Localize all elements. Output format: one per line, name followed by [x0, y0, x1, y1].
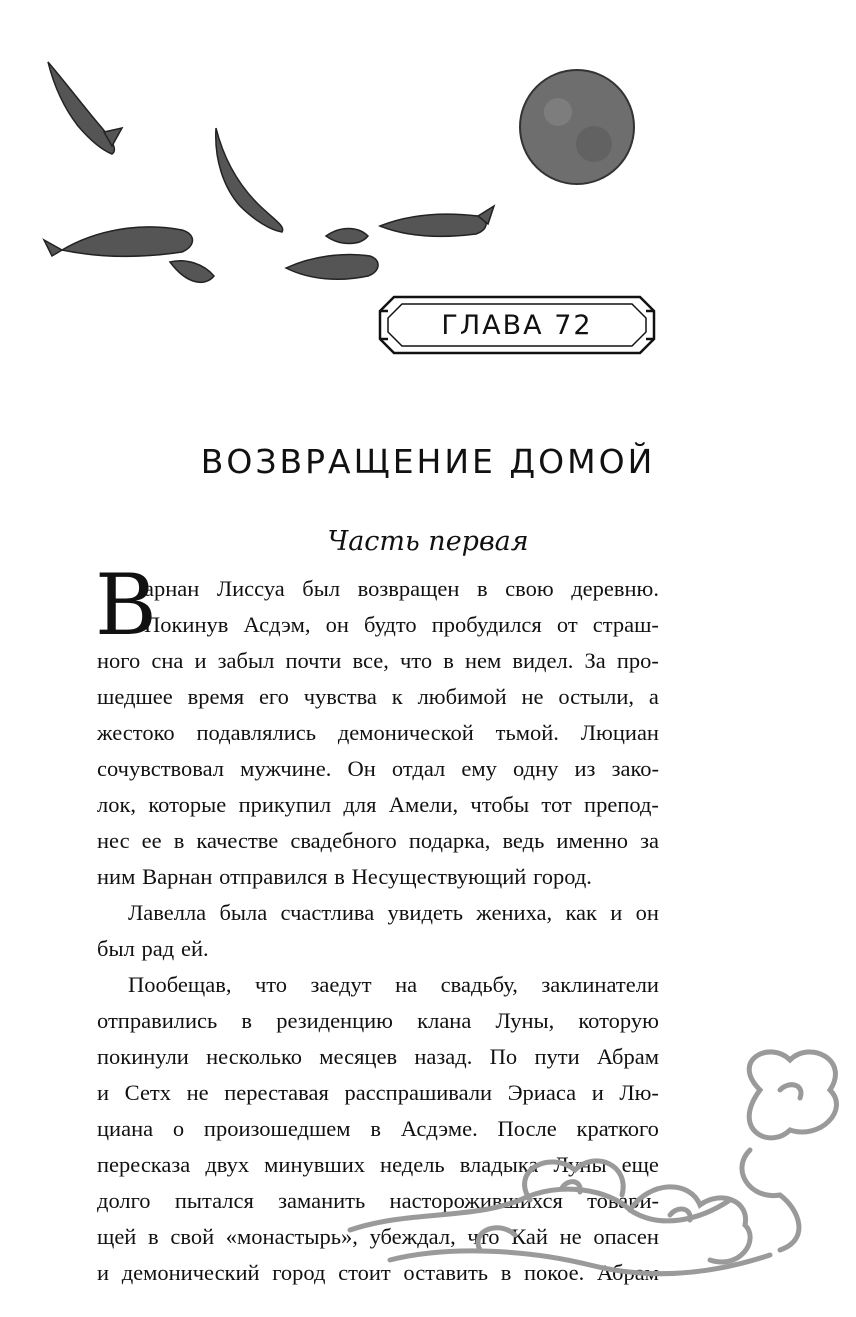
- word: заедут: [310, 972, 372, 997]
- word: зако-: [611, 756, 659, 781]
- word: арнан: [144, 576, 200, 601]
- word: опасен: [593, 1224, 659, 1249]
- word: в: [173, 828, 185, 853]
- word: ведь: [502, 828, 545, 853]
- text-line: [97, 895, 659, 931]
- word: он: [325, 612, 349, 637]
- word: оставить: [403, 1260, 489, 1285]
- word: в: [334, 864, 345, 889]
- word: остыли,: [558, 684, 635, 709]
- word: чувства: [303, 684, 377, 709]
- word: что: [254, 972, 288, 997]
- word: про-: [616, 648, 659, 673]
- word: отдал: [391, 756, 446, 781]
- word: и: [591, 1080, 604, 1105]
- word: был: [302, 576, 341, 601]
- word: для: [343, 792, 377, 817]
- text-line: [97, 787, 659, 823]
- word: на: [395, 972, 418, 997]
- word: как: [565, 900, 597, 925]
- word: в: [500, 1260, 512, 1285]
- word: товари-: [587, 1188, 659, 1213]
- word: нес: [97, 828, 130, 853]
- word: Лиссуа: [216, 576, 285, 601]
- word: расспрашивали: [344, 1080, 493, 1105]
- word: нем: [464, 648, 502, 673]
- word: прикупил: [238, 792, 332, 817]
- text-line: [97, 607, 659, 643]
- text-line: [97, 643, 659, 679]
- word: щей: [97, 1224, 137, 1249]
- word: Лавелла: [128, 900, 207, 925]
- word: именно: [556, 828, 629, 853]
- word: его: [258, 684, 289, 709]
- word: рад: [141, 936, 175, 961]
- word: что: [467, 1224, 500, 1249]
- word: свой: [170, 1224, 215, 1249]
- word: возвращен: [357, 576, 460, 601]
- word: ему: [461, 756, 497, 781]
- word: что: [399, 648, 433, 673]
- word: подарка,: [408, 828, 491, 853]
- word: и: [194, 648, 207, 673]
- text-line: [97, 859, 659, 895]
- word: пробудился: [431, 612, 542, 637]
- word: увидеть: [387, 900, 463, 925]
- word: подавлялись: [196, 720, 316, 745]
- word: Абрам: [596, 1044, 659, 1069]
- word: пути: [534, 1044, 580, 1069]
- word: Сетх: [124, 1080, 172, 1105]
- word: и: [610, 900, 623, 925]
- word: еще: [621, 1152, 659, 1177]
- word: произошедшем: [203, 1116, 351, 1141]
- word: За: [584, 648, 606, 673]
- word: стоит: [338, 1260, 391, 1285]
- text-line: [97, 931, 659, 967]
- word: переставая: [224, 1080, 329, 1105]
- word: заманить: [278, 1188, 366, 1213]
- word: демонический: [121, 1260, 260, 1285]
- chapter-title: ВОЗВРАЩЕНИЕ ДОМОЙ: [200, 442, 656, 481]
- word: деревню.: [571, 576, 659, 601]
- word: будто: [363, 612, 417, 637]
- word: свою: [505, 576, 554, 601]
- word: и: [97, 1260, 110, 1285]
- word: видел.: [512, 648, 574, 673]
- word: пытался: [174, 1188, 254, 1213]
- word: несколько: [206, 1044, 302, 1069]
- word: минувших: [264, 1152, 365, 1177]
- word: Асдэм,: [243, 612, 311, 637]
- word: о: [172, 1116, 185, 1141]
- word: тот: [541, 792, 572, 817]
- word: и: [97, 1080, 110, 1105]
- word: отправились: [97, 1008, 218, 1033]
- word: в: [241, 1008, 253, 1033]
- text-line: [97, 571, 659, 607]
- word: город.: [533, 864, 592, 889]
- word: сна: [151, 648, 184, 673]
- word: в: [370, 1116, 381, 1141]
- moon-illustration: [518, 68, 636, 186]
- word: тьмой.: [495, 720, 559, 745]
- word: забыл: [217, 648, 275, 673]
- word: краткого: [576, 1116, 659, 1141]
- word: двух: [205, 1152, 250, 1177]
- word: циана: [97, 1116, 154, 1141]
- word: в: [148, 1224, 159, 1249]
- word: в: [476, 576, 488, 601]
- word: Пообещав,: [128, 972, 232, 997]
- cloud-ornament: [330, 1030, 856, 1317]
- word: время: [187, 684, 245, 709]
- word: пересказа: [97, 1152, 191, 1177]
- word: город: [272, 1260, 326, 1285]
- word: не: [559, 1224, 582, 1249]
- word: мужчине.: [240, 756, 332, 781]
- word: назад.: [414, 1044, 473, 1069]
- word: резиденцию: [276, 1008, 393, 1033]
- word: жестоко: [97, 720, 175, 745]
- word: которую: [578, 1008, 659, 1033]
- word: свадебного: [290, 828, 397, 853]
- word: в: [443, 648, 454, 673]
- word: заклинатели: [541, 972, 659, 997]
- word: ей.: [180, 936, 209, 961]
- word: Покинув: [144, 612, 229, 637]
- word: лок,: [97, 792, 137, 817]
- word: покинули: [97, 1044, 189, 1069]
- word: Амели,: [388, 792, 459, 817]
- word: свадьбу,: [440, 972, 518, 997]
- word: от: [556, 612, 578, 637]
- chapter-label: ГЛАВА 72: [441, 309, 593, 341]
- word: счастлива: [280, 900, 375, 925]
- text-line: [97, 715, 659, 751]
- word: Луны: [553, 1152, 607, 1177]
- word: убеждал,: [369, 1224, 456, 1249]
- drop-cap: В: [95, 556, 157, 654]
- word: После: [497, 1116, 557, 1141]
- word: не: [186, 1080, 209, 1105]
- word: препод-: [584, 792, 659, 817]
- word: которые: [148, 792, 227, 817]
- word: отправился: [219, 864, 328, 889]
- word: недель: [380, 1152, 445, 1177]
- word: не: [521, 684, 544, 709]
- word: ного: [97, 648, 141, 673]
- word: шедшее: [97, 684, 173, 709]
- word: Эриаса: [507, 1080, 577, 1105]
- word: за: [640, 828, 659, 853]
- word: насторожившихся: [389, 1188, 563, 1213]
- word: Абрам: [596, 1260, 659, 1285]
- word: ее: [141, 828, 162, 853]
- word: был: [97, 936, 135, 961]
- word: страш-: [592, 612, 659, 637]
- word: одну: [513, 756, 559, 781]
- word: Кай: [511, 1224, 548, 1249]
- word: Луны,: [495, 1008, 555, 1033]
- word: месяцев: [319, 1044, 398, 1069]
- word: все,: [352, 648, 389, 673]
- word: жениха,: [476, 900, 553, 925]
- word: почти: [285, 648, 342, 673]
- chapter-subtitle: Часть первая: [327, 526, 529, 557]
- word: клана: [417, 1008, 472, 1033]
- word: Несуществующий: [351, 864, 527, 889]
- text-line: [97, 679, 659, 715]
- word: ним: [97, 864, 136, 889]
- word: покое.: [524, 1260, 585, 1285]
- word: «монастырь»,: [225, 1224, 358, 1249]
- word: а: [648, 684, 659, 709]
- word: он: [635, 900, 659, 925]
- word: качестве: [196, 828, 279, 853]
- word: владыка: [459, 1152, 539, 1177]
- word: долго: [97, 1188, 151, 1213]
- word: была: [219, 900, 268, 925]
- word: По: [489, 1044, 518, 1069]
- text-line: [97, 967, 659, 1003]
- word: к: [391, 684, 403, 709]
- word: из: [574, 756, 596, 781]
- word: Он: [347, 756, 376, 781]
- word: демонической: [337, 720, 474, 745]
- word: любимой: [417, 684, 507, 709]
- word: Лю-: [619, 1080, 659, 1105]
- text-line: [97, 751, 659, 787]
- word: сочувствовал: [97, 756, 224, 781]
- word: Варнан: [142, 864, 213, 889]
- koi-fish-illustration: [0, 0, 856, 340]
- word: чтобы: [470, 792, 530, 817]
- word: Люциан: [580, 720, 659, 745]
- word: Асдэме.: [400, 1116, 478, 1141]
- text-line: [97, 823, 659, 859]
